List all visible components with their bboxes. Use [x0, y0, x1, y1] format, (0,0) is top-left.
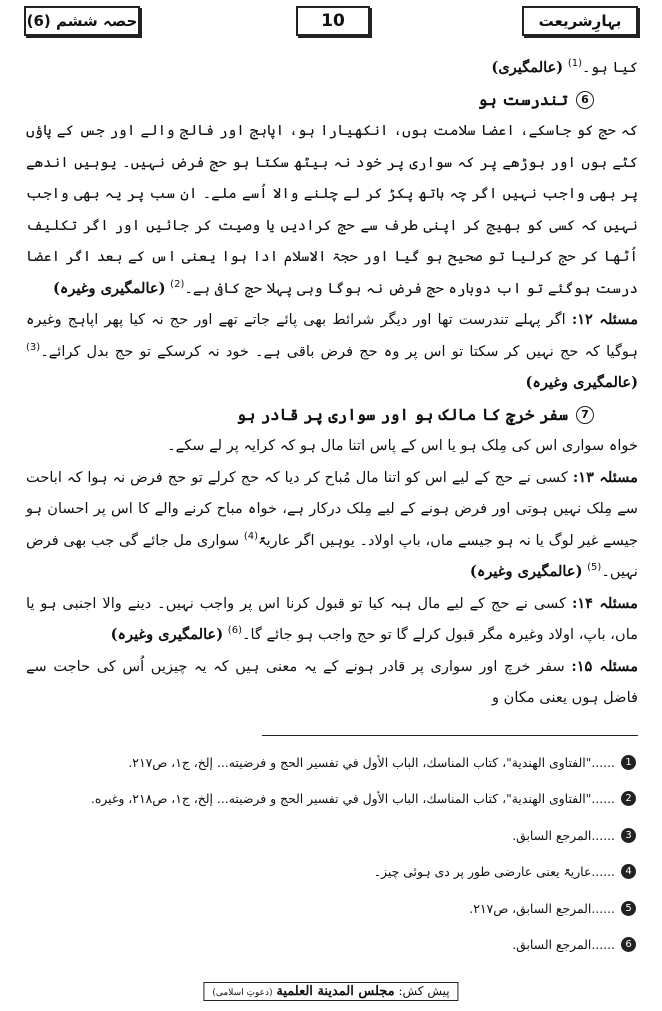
paragraph-means: خواہ سواری اس کی مِلک ہو یا اس کے پاس اتنا مال ہو کہ کرایہ پر لے سکے۔	[167, 437, 638, 454]
footnote-number: 5	[621, 901, 636, 916]
footnote-number: 1	[621, 755, 636, 770]
footnote: 4 ......عاریۃً یعنی عارضی طور پر دی ہوئی چیز۔	[30, 854, 636, 891]
masala-15: مسئلہ ۱۵: سفر خرچ اور سواری پر قادر ہونے کے یہ معنی ہیں کہ یہ چیزیں اُس کی حاجت سے فاضل ہوں یعنی مکان و	[26, 657, 639, 706]
book-title: بہارِشریعت	[522, 6, 638, 36]
section-heading-7: 7سفر خرچ کا مالک ہو اور سواری پر قادر ہو	[26, 399, 638, 431]
footnote-number: 2	[621, 791, 636, 806]
footnote-number: 6	[621, 937, 636, 952]
masala-14: مسئلہ ۱۴: کسی نے حج کے لیے مال ہبہ کیا تو قبول کرنا اس پر واجب نہیں۔ دینے والا اجنبی ہو یا ماں، باپ، اولاد وغیرہ مگر قبول کرلے گا تو حج واجب ہو جائے گا۔$^{(6)}$ (عالمگیری وغیرہ)	[26, 594, 638, 643]
footnote: 5 ......المرجع السابق، ص۲۱۷.	[30, 890, 636, 927]
footnote: 3 ......المرجع السابق.	[30, 817, 636, 854]
footnote: 1 ......"الفتاوى الهندية"، كتاب المناسك، الباب الأول في تفسير الحج و فرضيته... إلخ، ج۱، ص۲۱۷.	[30, 744, 636, 781]
main-text	[26, 52, 638, 714]
section-number: 7	[576, 406, 594, 424]
footnote-divider	[262, 735, 638, 736]
header-part-label: حصہ ششم (6)	[24, 6, 140, 36]
section-number: 6	[576, 91, 594, 109]
page-number: 10	[296, 6, 370, 36]
publisher-footer: پیش کش: مجلس المدينة العلمية (دعوتِ اسلامی)	[203, 982, 458, 1001]
footnote-number: 3	[621, 828, 636, 843]
paragraph-health: کہ حج کو جاسکے، اعضا سلامت ہوں، انکھیارا ہو، اپاہج اور فالج والے اور جس کے پاؤں کٹے ہوں اور بوڑھے پر کہ سواری پر خود نہ بیٹھ سکتا ہو حج فرض نہیں۔ یوہیں اندھے پر بھی واجب نہیں اگر چہ ہاتھ پکڑ کر لے چلنے والا اُسے ملے۔ ان سب پر یہ بھی واجب نہیں کہ کسی کو بھیج کر اپنی طرف سے حج کرادیں یا وصیت کر جائیں اور اگر تکلیف اُٹھا کر حج کرلیا تو صحیح ہو گیا اور حجۃ الاسلام ادا ہوا یعنی اس کے بعد اگر اعضا درست ہوگئے تو اب دوبارہ حج فرض نہ ہوگا وہی پہلا حج کافی ہے۔$^{(2)}$ (عالمگیری وغیرہ)	[26, 122, 638, 297]
masala-13: مسئلہ ۱۳: کسی نے حج کے لیے اس کو اتنا مال مُباح کر دیا کہ حج کرلے تو حج فرض نہ ہوا کہ اباحت سے مِلک نہیں ہوتی اور فرض ہونے کے لیے مِلک درکار ہے، خواہ مباح کرنے والے کا اس پر احسان ہو جیسے غیر لوگ یا نہ ہو جیسے ماں، باپ اولاد۔ یوہیں اگر عاریۃً$^{(4)}$ سواری مل جائے گی جب بھی فرض نہیں۔$^{(5)}$ (عالمگیری وغیرہ)	[26, 468, 639, 580]
masala-12: مسئلہ ۱۲: اگر پہلے تندرست تھا اور دیگر شرائط بھی پائے جاتے تھے اور حج نہ کیا پھر اپاہج وغیرہ ہوگیا کہ حج نہیں کر سکتا تو اس پر وہ حج فرض باقی ہے۔ خود نہ کرسکے تو حج بدل کرائے۔$^{(3)}$ (عالمگیری وغیرہ)	[26, 311, 639, 391]
section-heading-6: 6تندرست ہو	[26, 84, 638, 116]
footnote-number: 4	[621, 864, 636, 879]
footnote: 6 ......المرجع السابق.	[30, 927, 636, 964]
footnote: 2 ......"الفتاوى الهندية"، كتاب المناسك، الباب الأول في تفسير الحج و فرضيته... إلخ، ج۱، ص۲۱۸، وغيره.	[30, 781, 636, 818]
continued-line: کیا ہو۔$^{(1)}$ (عالمگیری)	[491, 58, 638, 76]
footnotes	[30, 744, 636, 963]
